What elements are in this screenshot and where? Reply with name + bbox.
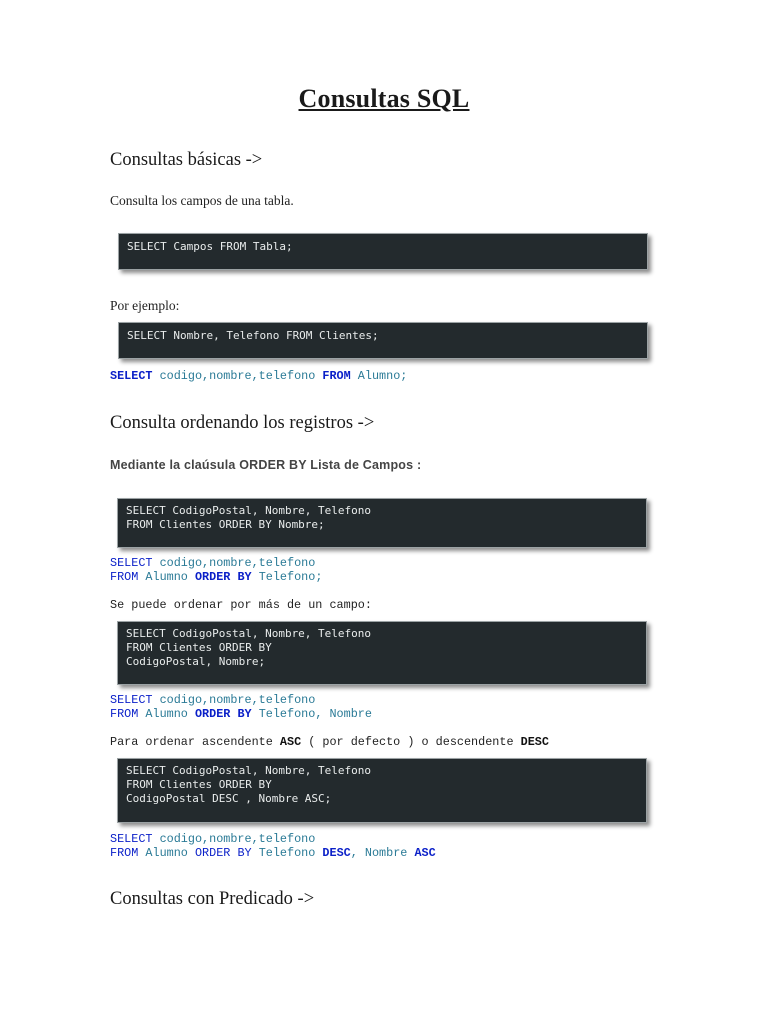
multi-field-text: Se puede ordenar por más de un campo: [110,598,372,612]
code-block-order-multi: SELECT CodigoPostal, Nombre, Telefono FROM Clientes ORDER BY CodigoPostal, Nombre; [117,621,647,685]
code-block-order-desc: SELECT CodigoPostal, Nombre, Telefono FROM Clientes ORDER BY CodigoPostal DESC , Nombre ASC; [117,758,647,823]
code-block-select-campos: SELECT Campos FROM Tabla; [118,233,648,270]
sql-order-example-3: SELECT codigo,nombre,telefono FROM Alumno ORDER BY Telefono DESC, Nombre ASC [110,832,436,860]
code-block-order-by: SELECT CodigoPostal, Nombre, Telefono FROM Clientes ORDER BY Nombre; [117,498,647,548]
code-block-select-clientes: SELECT Nombre, Telefono FROM Clientes; [118,322,648,359]
intro-text: Consulta los campos de una tabla. [110,193,294,208]
order-by-lead: Mediante la claúsula ORDER BY Lista de Campos : [110,458,422,472]
page-title: Consultas SQL [298,84,470,113]
sql-order-example-1: SELECT codigo,nombre,telefono FROM Alumno ORDER BY Telefono; [110,556,323,584]
section-heading-order: Consulta ordenando los registros -> [110,413,375,433]
sql-order-example-2: SELECT codigo,nombre,telefono FROM Alumno ORDER BY Telefono, Nombre [110,693,372,721]
section-heading-predicate: Consultas con Predicado -> [110,889,315,909]
section-heading-basic: Consultas básicas -> [110,150,263,170]
sql-example-line: SELECT codigo,nombre,telefono FROM Alumno; [110,369,408,383]
example-label: Por ejemplo: [110,298,180,313]
asc-desc-text: Para ordenar ascendente ASC ( por defecto ) o descendente DESC [110,735,549,749]
